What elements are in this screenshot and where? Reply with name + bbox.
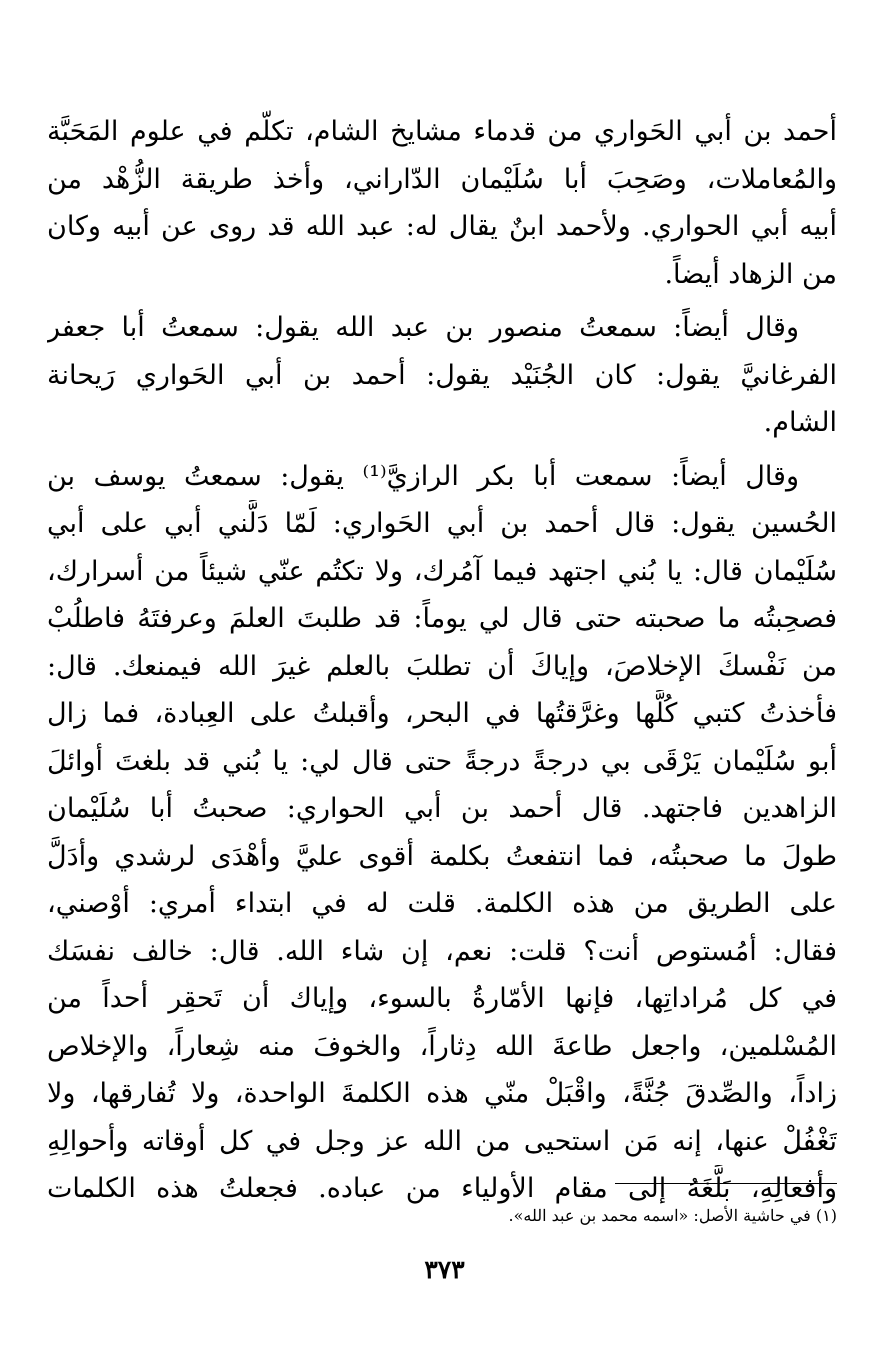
paragraph-2-line-2: الفرغانيَّ يقول: كان الجُنَيْد يقول: أحمد بن أبي الحَواري رَيحانة: [47, 359, 837, 391]
paragraph-3-line-8: الزاهدين فاجتهد. قال أحمد بن أبي الحواري: صحبتُ أبا سُلَيْمان: [47, 793, 837, 824]
paragraph-2-line-3: الشام.: [763, 407, 837, 438]
paragraph-2-line-1: وقال أيضاً: سمعتُ منصور بن عبد الله يقول: سمعتُ أبا جعفر: [47, 312, 799, 343]
paragraph-3-line-13: المُسْلمين، واجعل طاعةَ الله دِثاراً، والخوفَ منه شِعاراً، والإخلاص: [47, 1030, 837, 1062]
page-number: ٣٧٣: [424, 1255, 465, 1284]
paragraph-3-line-5: من نَفْسكَ الإخلاصَ، وإياكَ أن تطلبَ بالعلم غيرَ الله فيمنعك. قال:: [47, 650, 837, 682]
paragraph-1-line-4: من الزهاد أيضاً.: [664, 258, 837, 290]
paragraph-3-line-3: سُلَيْمان قال: يا بُني اجتهد فيما آمُرك، ولا تكتُم عنّي شيئاً من أسرارك،: [47, 555, 837, 587]
paragraph-3-line-9: طولَ ما صحبتُه، فما انتفعتُ بكلمة أقوى عليَّ وأهْدَى لرشدي وأدَلَّ: [47, 840, 837, 872]
paragraph-3-line-16: وأفعالِهِ، بَلَّغَهُ إلى مقام الأولياء من عباده. فجعلتُ هذه الكلمات: [47, 1173, 837, 1204]
paragraph-3-line-6: فأخذتُ كتبي كُلَّها وغرَّقتُها في البحر، وأقبلتُ على العِبادة، فما زال: [47, 698, 837, 729]
paragraph-3-line-4: فصحِبتُه ما صحبته حتى قال لي يوماً: قد طلبتَ العلمَ وعرفتَهُ فاطلُبْ: [47, 603, 837, 634]
paragraph-3-line-7: أبو سُلَيْمان يَرْقَى بي درجةً درجةً حتى قال لي: يا بُني قد بلغتَ أوائلَ: [47, 745, 837, 777]
paragraph-3-line-2: الحُسين يقول: قال أحمد بن أبي الحَواري: لَمّا دَلَّني أبي على أبي: [47, 508, 837, 539]
footnote-separator: [615, 1183, 837, 1184]
main-text: [47, 108, 837, 1213]
paragraph-1-line-3: أبيه أبي الحواري. ولأحمد ابنٌ يقال له: عبد الله قد روى عن أبيه وكان: [47, 211, 837, 242]
footnote: (١) في حاشية الأصل: «اسمه محمد بن عبد الله».: [508, 1206, 837, 1225]
paragraph-1-line-1: أحمد بن أبي الحَواري من قدماء مشايخ الشام، تكلّم في علوم المَحَبَّة: [47, 116, 837, 147]
paragraph-1-line-2: والمُعاملات، وصَحِبَ أبا سُلَيْمان الدّاراني، وأخذ طريقة الزُّهْد من: [47, 163, 837, 195]
paragraph-3-line-12: في كل مُراداتِها، فإنها الأمّارةُ بالسوء، وإياك أن تَحقِر أحداً من: [47, 983, 837, 1014]
paragraph-3-line-14: زاداً، والصِّدقَ جُنَّةً، واقْبَلْ منّي هذه الكلمةَ الواحدة، ولا تُفارقها، ولا: [47, 1078, 837, 1109]
paragraph-3-line-1: وقال أيضاً: سمعت أبا بكر الرازيَّ⁽¹⁾ يقول: سمعتُ يوسف بن: [47, 460, 799, 492]
paragraph-3-line-11: فقال: أمُستوص أنت؟ قلت: نعم، إن شاء الله. قال: خالف نفسَك: [47, 935, 837, 967]
paragraph-3-line-10: على الطريق من هذه الكلمة. قلت له في ابتداء أمري: أوْصني،: [47, 888, 837, 919]
paragraph-3-line-15: تَغْفُلْ عنها، إنه مَن استحيى من الله عز وجل في كل أوقاته وأحوالِهِ: [47, 1125, 837, 1157]
